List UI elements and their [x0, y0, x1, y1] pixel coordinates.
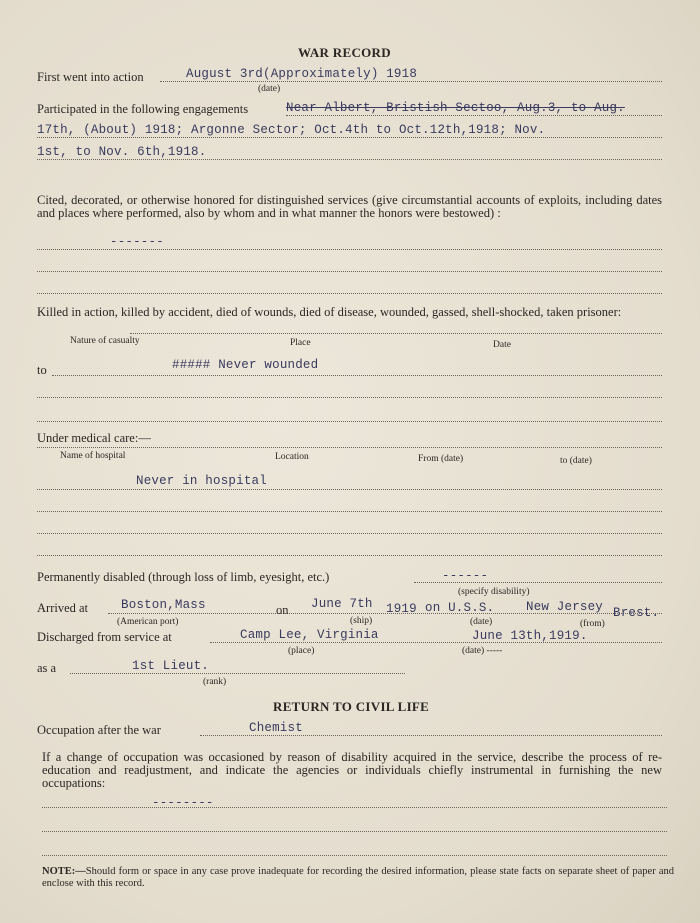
- medical-col-from: From (date): [418, 454, 464, 464]
- casualty-rule-2: [37, 397, 662, 398]
- engagements-rule-2: [37, 137, 662, 138]
- note-text: Should form or space in any case prove inadequate for recording the desired information, please state facts on separate sheet of paper and enclose with this record.: [42, 866, 674, 889]
- cited-rule-2: [37, 271, 662, 272]
- engagements-rule-1: [286, 115, 662, 116]
- rank-caption: (rank): [203, 677, 227, 687]
- first-action-value: August 3rd(Approximately) 1918: [186, 67, 418, 81]
- arrived-port: Boston,Mass: [121, 598, 206, 612]
- engagements-rule-3: [37, 159, 662, 160]
- disabled-label: Permanently disabled (through loss of limb, eyesight, etc.): [37, 570, 330, 584]
- rank-rule: [70, 673, 405, 674]
- note: [42, 866, 674, 890]
- medical-col-location: Location: [275, 452, 309, 462]
- arrived-from: Brest.: [613, 606, 660, 620]
- war-record-heading: WAR RECORD: [298, 45, 391, 60]
- discharged-rule: [210, 642, 662, 643]
- disabled-caption: (specify disability): [458, 587, 530, 597]
- medical-rule-2: [37, 511, 662, 512]
- first-action-line: [160, 81, 662, 82]
- arrived-port-caption: (American port): [117, 617, 179, 627]
- medical-rule-4: [37, 555, 662, 556]
- casualty-rule-1: [52, 375, 662, 376]
- discharged-place: Camp Lee, Virginia: [240, 628, 379, 642]
- note-prefix: NOTE:—: [42, 866, 86, 877]
- medical-label: Under medical care:—: [37, 431, 151, 445]
- engagements-line-2: 17th, (About) 1918; Argonne Sector; Oct.4th to Oct.12th,1918; Nov.: [37, 123, 546, 137]
- disabled-value: ------: [442, 569, 489, 583]
- rank-label: as a: [37, 661, 57, 675]
- medical-rule-3: [37, 533, 662, 534]
- change-rule-3: [42, 855, 667, 856]
- change-rule-2: [42, 831, 667, 832]
- arrived-on-label: on: [276, 603, 289, 617]
- casualty-rule-0: [130, 333, 662, 334]
- first-action-caption: (date): [258, 84, 281, 94]
- arrived-year: 1919: [386, 602, 417, 616]
- cited-text: Cited, decorated, or otherwise honored for distinguished services (give circumstantial accounts of exploits, including dates and places where performed, also by whom and in what manner the honors were bestowed) :: [37, 193, 662, 220]
- arrived-ship-label: on U.S.S.: [425, 601, 495, 615]
- medical-rule-1: [37, 489, 662, 490]
- arrived-ship: New Jersey: [526, 600, 604, 614]
- occupation-value: Chemist: [249, 721, 303, 735]
- casualty-to: to: [37, 363, 47, 377]
- discharged-date-caption: (date) -----: [462, 646, 503, 656]
- occupation-label: Occupation after the war: [37, 723, 161, 737]
- cited-rule-3: [37, 293, 662, 294]
- occupation-rule: [200, 735, 662, 736]
- arrived-date: June 7th: [311, 597, 373, 611]
- casualty-col-date: Date: [493, 340, 511, 350]
- civil-life-heading: RETURN TO CIVIL LIFE: [273, 699, 430, 714]
- change-rule-1: [42, 807, 667, 808]
- change-text: If a change of occupation was occasioned by reason of disability acquired in the service, describe the process of re-education and readjustment, and indicate the agencies or individuals chiefly instrumental in furnishing the new occupations:: [42, 750, 662, 790]
- engagements-line-3: 1st, to Nov. 6th,1918.: [37, 145, 207, 159]
- casualty-text: Killed in action, killed by accident, died of wounds, died of disease, wounded, gassed, shell-shocked, taken prisoner:: [37, 305, 622, 319]
- discharged-date: June 13th,1919.: [472, 629, 588, 643]
- arrived-date-caption: (date): [470, 617, 493, 627]
- medical-col-hospital: Name of hospital: [60, 451, 126, 461]
- medical-header-rule: [37, 447, 662, 448]
- casualty-col-place: Place: [290, 338, 311, 348]
- casualty-col-nature: Nature of casualty: [70, 336, 140, 346]
- discharged-place-caption: (place): [288, 646, 315, 656]
- medical-col-to: to (date): [560, 456, 592, 466]
- arrived-label: Arrived at: [37, 601, 89, 615]
- change-value: --------: [152, 796, 214, 810]
- cited-value: -------: [110, 235, 164, 249]
- engagements-label: Participated in the following engagements: [37, 102, 249, 116]
- first-action-label: First went into action: [37, 70, 144, 84]
- cited-rule-1: [37, 249, 662, 250]
- rank-value: 1st Lieut.: [132, 659, 210, 673]
- arrived-from-caption: (from): [580, 619, 605, 629]
- medical-value: Never in hospital: [136, 474, 267, 488]
- discharged-label: Discharged from service at: [37, 630, 172, 644]
- arrived-ship-caption: (ship): [350, 616, 373, 626]
- casualty-value: ##### Never wounded: [172, 358, 319, 372]
- engagements-line-1: Near Albert, Bristish Sectoo, Aug.3, to Aug.: [286, 101, 625, 115]
- casualty-rule-3: [37, 421, 662, 422]
